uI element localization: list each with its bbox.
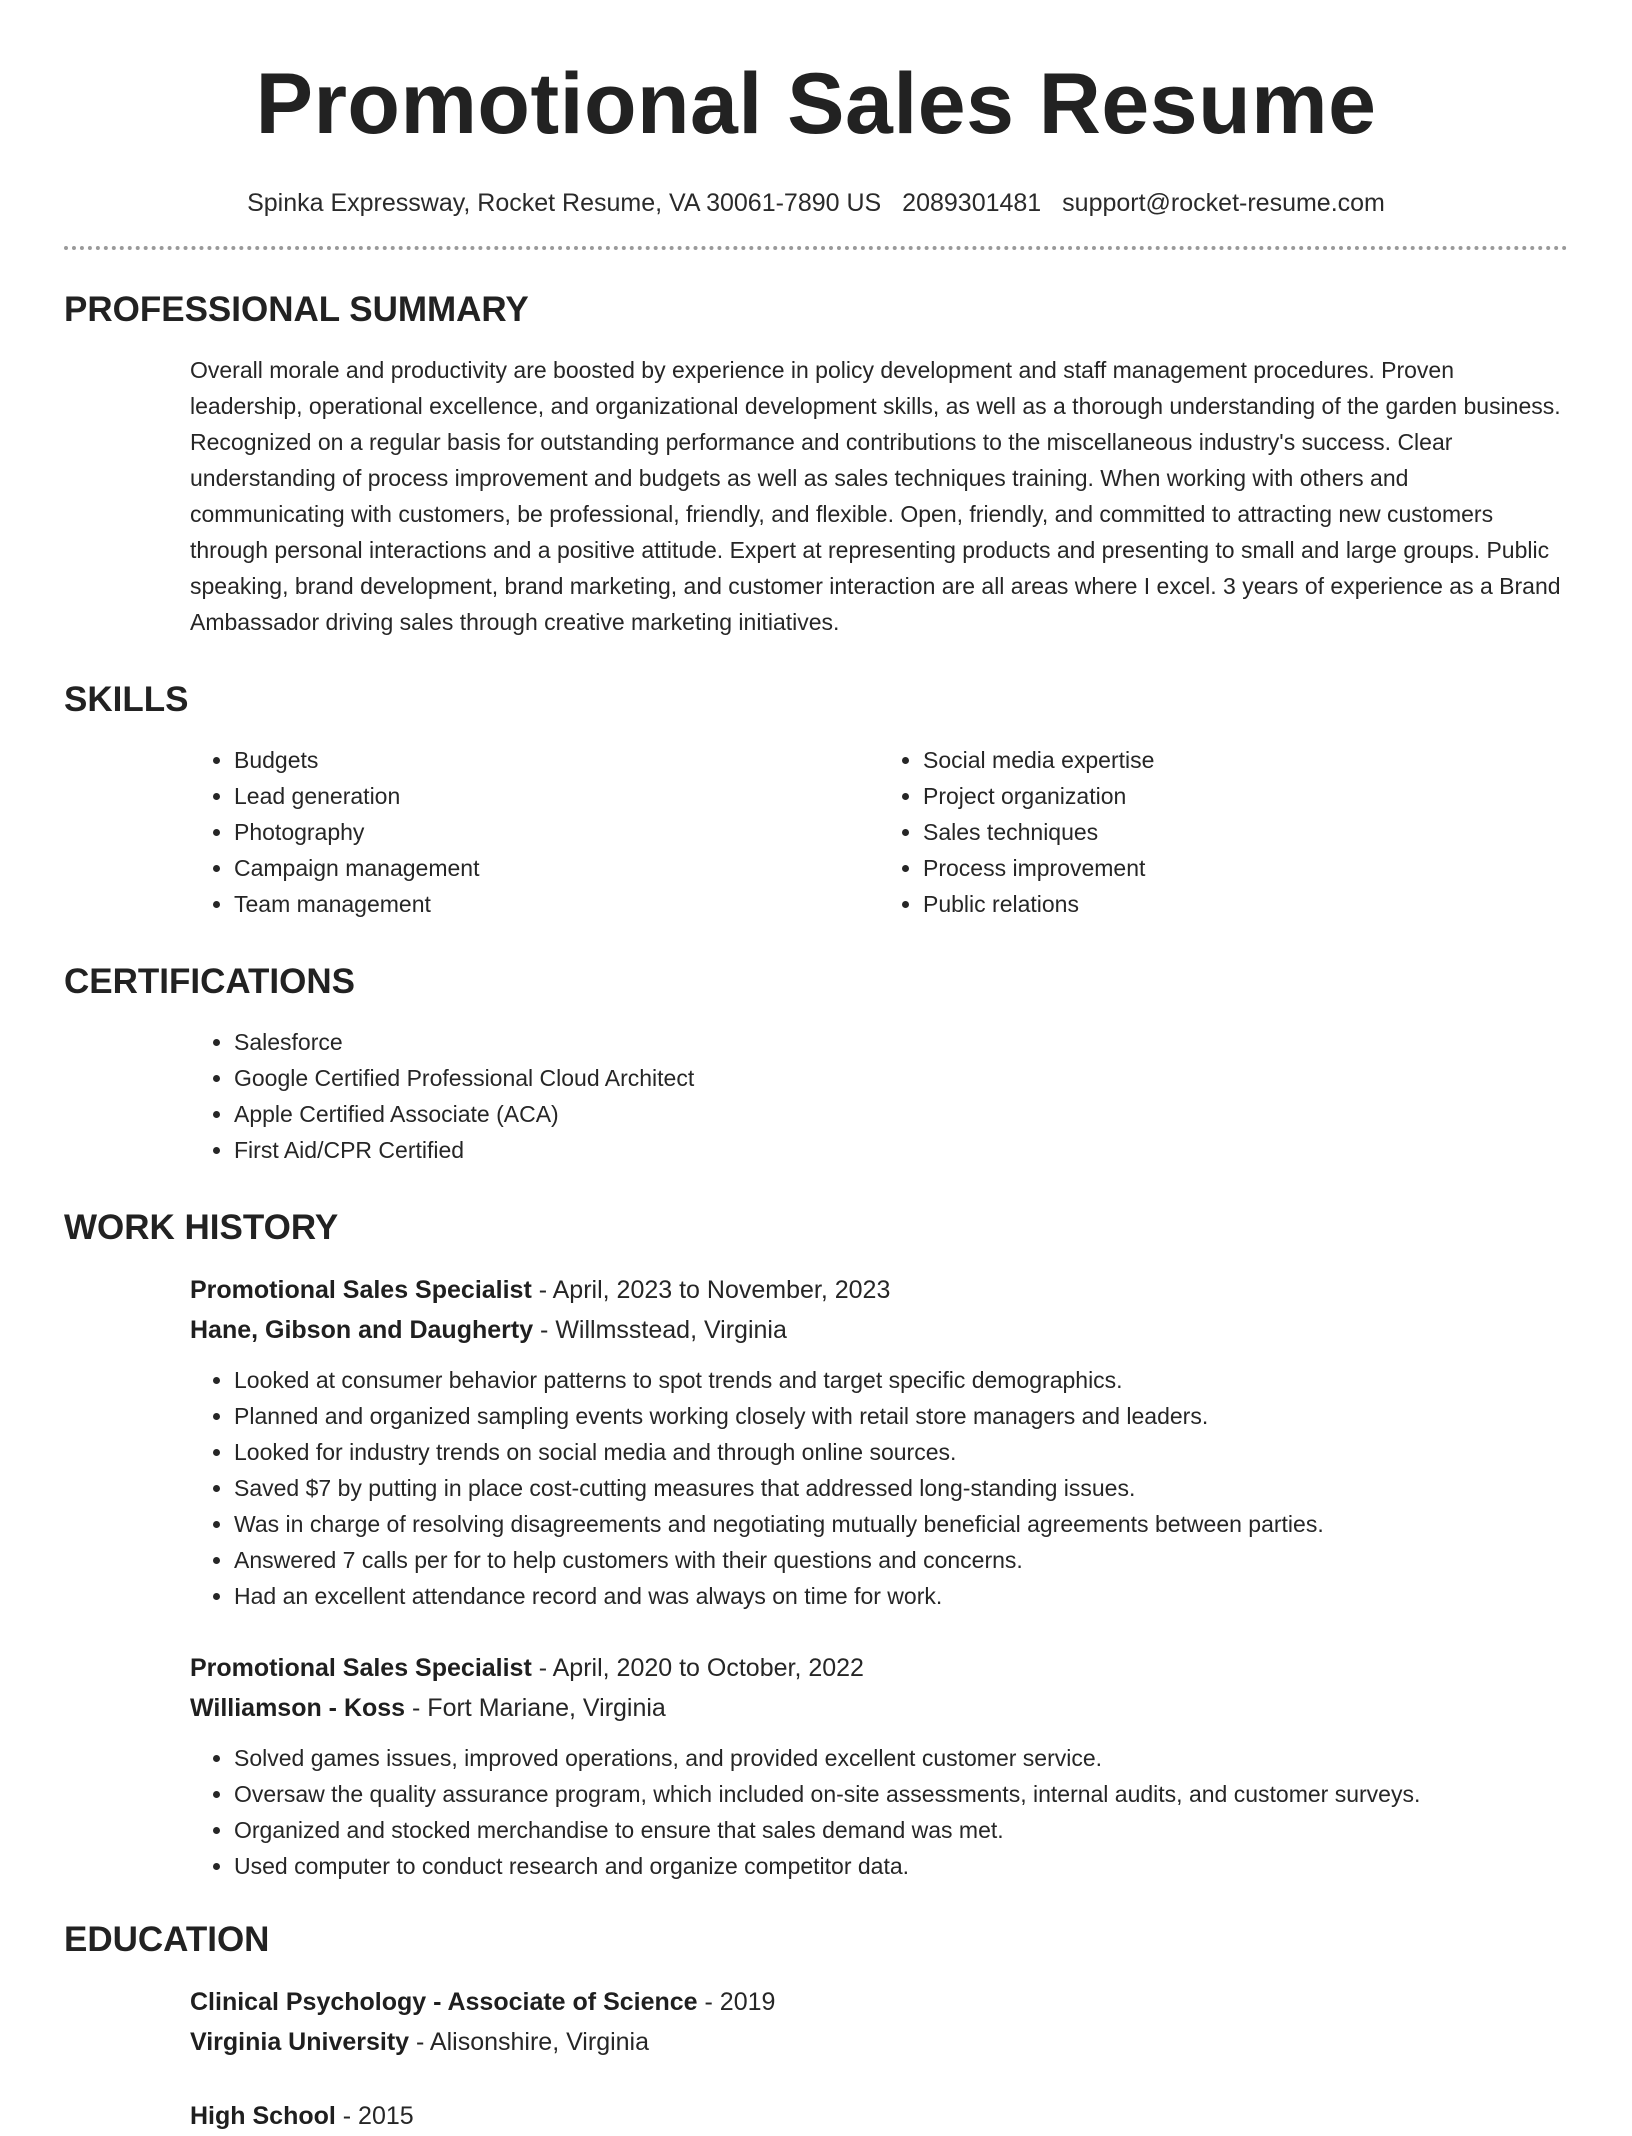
education-entry [190, 1982, 1568, 2062]
contact-phone: 2089301481 [902, 189, 1042, 217]
work-history-heading: WORK HISTORY [64, 1208, 339, 1247]
job-duty: • Solved games issues, improved operations, and provided excellent customer service. [234, 1740, 1568, 1776]
certifications-section [64, 960, 1568, 1168]
contact-address: Spinka Expressway, Rocket Resume, VA 30061-7890 US [247, 189, 882, 217]
job-entry [190, 1270, 1568, 1614]
education-degree: High School [190, 2102, 336, 2130]
skill-item: • Sales techniques [923, 814, 1568, 850]
skill-item: • Campaign management [234, 850, 879, 886]
skill-item: • Budgets [234, 742, 879, 778]
skill-item: • Team management [234, 886, 879, 922]
certification-item: • First Aid/CPR Certified [234, 1132, 1568, 1168]
skill-item: • Project organization [923, 778, 1568, 814]
education-degree-line [190, 1982, 1568, 2022]
job-company-line [190, 1310, 1568, 1350]
job-role: Promotional Sales Specialist [190, 1654, 532, 1682]
summary-text: Overall morale and productivity are boosted by experience in policy development and staff management procedures. Proven leadership, operational excellence, and organizational development skills, as well as a thorough understanding of the garden business. Recognized on a regular basis for outstanding performance and contributions to the miscellaneous industry's success. Clear understanding of process improvement and budgets as well as sales techniques training. When working with others and communicating with customers, be professional, friendly, and flexible. Open, friendly, and committed to attracting new customers through personal interactions and a positive attitude. Expert at representing products and presenting to small and large groups. Public speaking, brand development, brand marketing, and customer interaction are all areas where I excel. 3 years of experience as a Brand Ambassador driving sales through creative marketing initiatives. [190, 357, 1561, 635]
job-duty: • Oversaw the quality assurance program, which included on-site assessments, internal audits, and customer surveys. [234, 1776, 1568, 1812]
skills-heading: SKILLS [64, 680, 189, 719]
education-body [64, 1982, 1568, 2136]
education-school: Virginia University [190, 2028, 410, 2056]
skill-item: • Social media expertise [923, 742, 1568, 778]
job-duty: • Looked at consumer behavior patterns to spot trends and target specific demographics. [234, 1362, 1568, 1398]
education-location: - Alisonshire, Virginia [409, 2028, 650, 2056]
job-role: Promotional Sales Specialist [190, 1276, 532, 1304]
job-duty: • Was in charge of resolving disagreements and negotiating mutually beneficial agreements between parties. [234, 1506, 1568, 1542]
resume-title: Promotional Sales Resume [255, 56, 1377, 152]
education-entry [190, 2096, 1568, 2136]
job-company: Hane, Gibson and Daugherty [190, 1316, 534, 1344]
skills-grid [64, 742, 1568, 922]
job-dates: - April, 2023 to November, 2023 [531, 1276, 891, 1304]
job-duty: • Organized and stocked merchandise to ensure that sales demand was met. [234, 1812, 1568, 1848]
job-company: Williamson - Koss [190, 1694, 406, 1722]
education-section [64, 1918, 1568, 2136]
job-title-line [190, 1270, 1568, 1310]
certification-item: • Google Certified Professional Cloud Architect [234, 1060, 1568, 1096]
job-duty: • Planned and organized sampling events working closely with retail store managers and leaders. [234, 1398, 1568, 1434]
education-year: - 2015 [335, 2102, 414, 2130]
job-location: - Willmsstead, Virginia [533, 1316, 787, 1344]
resume-header [64, 0, 1568, 220]
summary-section [64, 288, 1568, 640]
skills-list-right [879, 742, 1568, 922]
certifications-body [64, 1024, 1568, 1168]
skill-item: • Lead generation [234, 778, 879, 814]
work-history-section [64, 1206, 1568, 1884]
summary-body [64, 352, 1568, 640]
certifications-list [190, 1024, 1568, 1168]
work-history-body [64, 1270, 1568, 1884]
job-title-line [190, 1648, 1568, 1688]
job-company-line [190, 1688, 1568, 1728]
job-duty: • Looked for industry trends on social media and through online sources. [234, 1434, 1568, 1470]
education-degree-line [190, 2096, 1568, 2136]
education-heading: EDUCATION [64, 1920, 270, 1959]
job-duty: • Had an excellent attendance record and was always on time for work. [234, 1578, 1568, 1614]
job-duty: • Answered 7 calls per for to help customers with their questions and concerns. [234, 1542, 1568, 1578]
skill-item: • Photography [234, 814, 879, 850]
header-divider [64, 246, 1568, 250]
skills-section [64, 678, 1568, 922]
job-duties-list [190, 1362, 1568, 1614]
education-school-line [190, 2022, 1568, 2062]
job-duty: • Used computer to conduct research and organize competitor data. [234, 1848, 1568, 1884]
job-duty: • Saved $7 by putting in place cost-cutting measures that addressed long-standing issues. [234, 1470, 1568, 1506]
certification-item: • Salesforce [234, 1024, 1568, 1060]
certifications-heading: CERTIFICATIONS [64, 962, 356, 1001]
job-entry [190, 1648, 1568, 1884]
certification-item: • Apple Certified Associate (ACA) [234, 1096, 1568, 1132]
skills-list-left [190, 742, 879, 922]
skill-item: • Public relations [923, 886, 1568, 922]
education-degree: Clinical Psychology - Associate of Science [190, 1988, 698, 2016]
skill-item: • Process improvement [923, 850, 1568, 886]
job-dates: - April, 2020 to October, 2022 [531, 1654, 864, 1682]
summary-heading: PROFESSIONAL SUMMARY [64, 290, 529, 329]
contact-line [64, 186, 1568, 220]
education-year: - 2019 [697, 1988, 776, 2016]
job-duties-list [190, 1740, 1568, 1884]
job-location: - Fort Mariane, Virginia [405, 1694, 666, 1722]
contact-email: support@rocket-resume.com [1062, 189, 1385, 217]
